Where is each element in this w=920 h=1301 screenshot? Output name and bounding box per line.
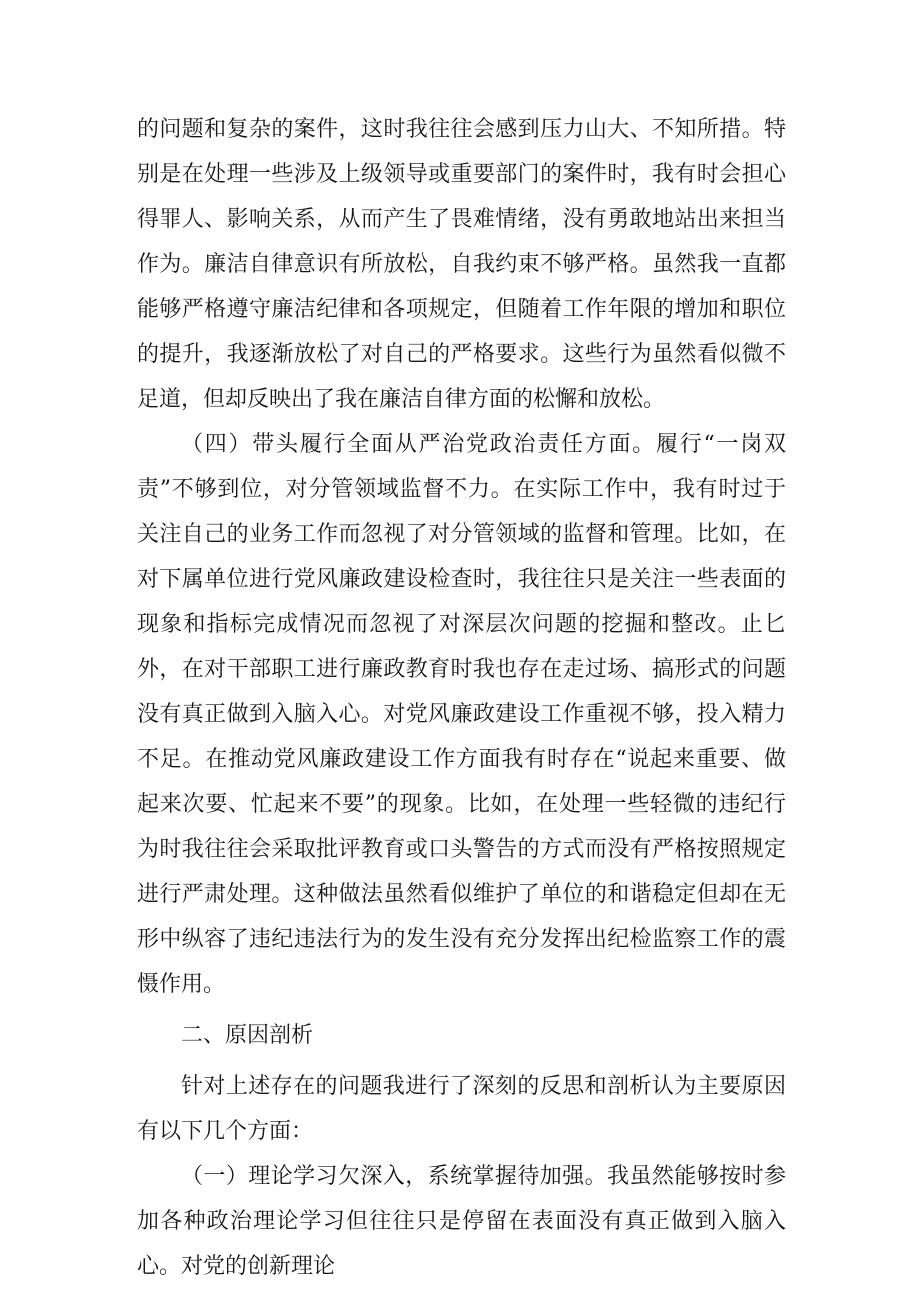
paragraph-section-four: （四）带头履行全面从严治党政治责任方面。履行“一岗双责”不够到位，对分管领域监督不力。在实际工作中，我有时过于关注自己的业务工作而忽视了对分管领域的监督和管理。比如，在对下属单位进行党风廉政建设检查时，我往往只是关注一些表面的现象和指标完成情况而忽视了对深层次问题的挖掘和整改。止匕外，在对干部职工进行廉政教育时我也存在走过场、搞形式的问题没有真正做到入脑入心。对党风廉政建设工作重视不够，投入精力不足。在推动党风廉政建设工作方面我有时存在“说起来重要、做起来次要、忙起来不要”的现象。比如，在处理一些轻微的违纪行为时我往往会采取批评教育或口头警告的方式而没有严格按照规定进行严肃处理。这种做法虽然看似维护了单位的和谐稳定但却在无形中纵容了违纪违法行为的发生没有充分发挥出纪检监察工作的震慑作用。 — [137, 432, 786, 997]
document-body — [137, 107, 786, 1289]
paragraph-analysis-intro: 针对上述存在的问题我进行了深刻的反思和剖析认为主要原因有以下几个方面： — [137, 1074, 786, 1144]
paragraph-cause-one: （一）理论学习欠深入，系统掌握待加强。我虽然能够按时参加各种政治理论学习但往往只是停留在表面没有真正做到入脑入心。对党的创新理论 — [137, 1164, 786, 1279]
section-heading-cause-analysis: 二、原因剖析 — [181, 1023, 314, 1048]
paragraph-continuation: 的问题和复杂的案件，这时我往往会感到压力山大、不知所措。特别是在处理一些涉及上级领导或重要部门的案件时，我有时会担心得罪人、影响关系，从而产生了畏难情绪，没有勇敢地站出来担当作为。廉洁自律意识有所放松，自我约束不够严格。虽然我一直都能够严格遵守廉洁纪律和各项规定，但随着工作年限的增加和职位的提升，我逐渐放松了对自己的严格要求。这些行为虽然看似微不足道，但却反映出了我在廉洁自律方面的松懈和放松。 — [137, 117, 786, 412]
